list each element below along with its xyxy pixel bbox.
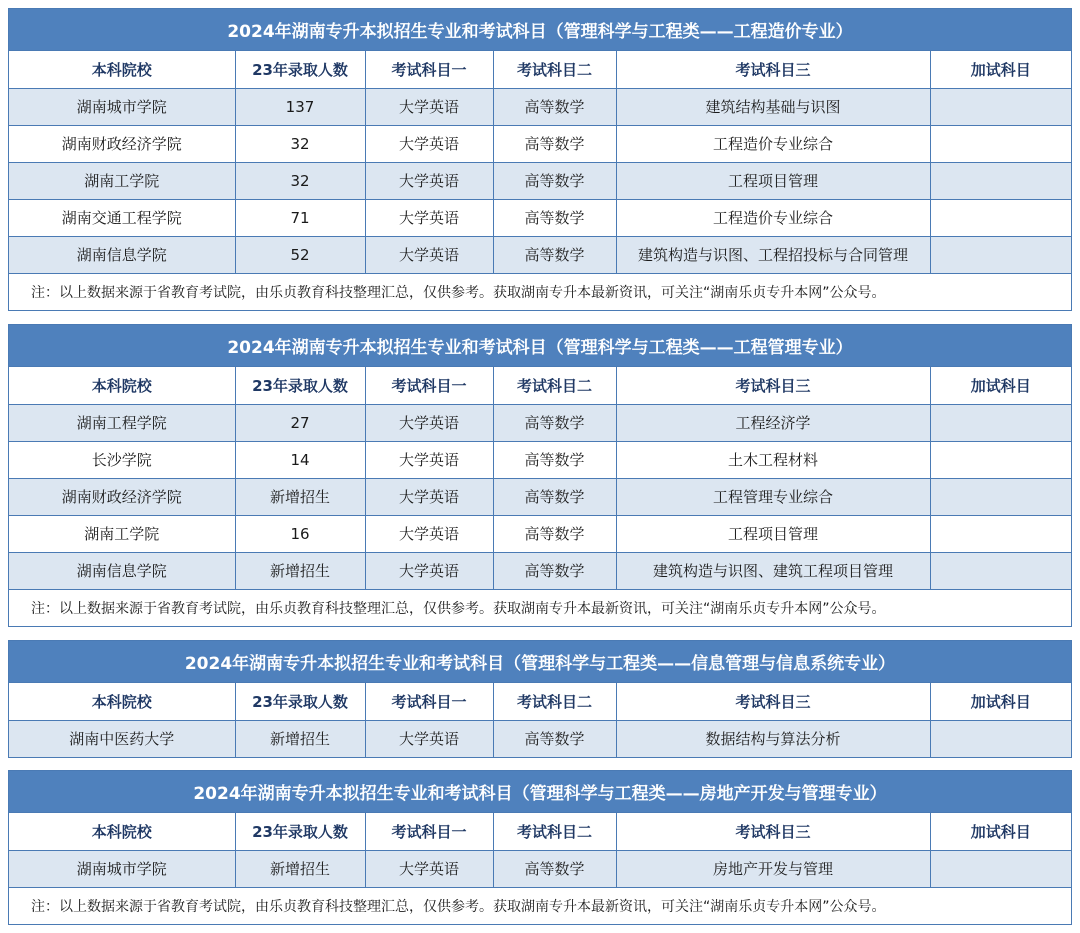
column-header: 加试科目 [930, 683, 1071, 720]
table-cell: 大学英语 [365, 720, 493, 757]
table-cell: 大学英语 [365, 515, 493, 552]
column-header: 23年录取人数 [235, 683, 365, 720]
table-cell: 大学英语 [365, 236, 493, 273]
table-cell: 湖南城市学院 [9, 88, 235, 125]
table-cell: 工程造价专业综合 [616, 125, 930, 162]
table-row [9, 441, 1071, 478]
table-cell: 高等数学 [493, 162, 616, 199]
exam-table [9, 813, 1071, 924]
table-cell: 高等数学 [493, 478, 616, 515]
column-header: 加试科目 [930, 367, 1071, 404]
table-cell: 新增招生 [235, 552, 365, 589]
table-cell: 湖南城市学院 [9, 850, 235, 887]
note-row [9, 273, 1071, 310]
column-header: 本科院校 [9, 367, 235, 404]
section-title: 2024年湖南专升本拟招生专业和考试科目（管理科学与工程类——工程管理专业） [9, 325, 1071, 367]
table-cell [930, 88, 1071, 125]
table-cell: 高等数学 [493, 199, 616, 236]
section-title: 2024年湖南专升本拟招生专业和考试科目（管理科学与工程类——房地产开发与管理专业） [9, 771, 1071, 813]
table-cell: 湖南财政经济学院 [9, 125, 235, 162]
table-cell: 高等数学 [493, 720, 616, 757]
table-cell: 湖南信息学院 [9, 552, 235, 589]
table-cell [930, 404, 1071, 441]
column-header: 本科院校 [9, 683, 235, 720]
table-cell: 32 [235, 162, 365, 199]
table-cell: 工程经济学 [616, 404, 930, 441]
column-header: 考试科目二 [493, 367, 616, 404]
column-header: 考试科目三 [616, 367, 930, 404]
table-row [9, 850, 1071, 887]
table-cell: 大学英语 [365, 88, 493, 125]
table-cell: 高等数学 [493, 441, 616, 478]
column-header: 考试科目三 [616, 683, 930, 720]
table-cell: 16 [235, 515, 365, 552]
section-title: 2024年湖南专升本拟招生专业和考试科目（管理科学与工程类——信息管理与信息系统专业） [9, 641, 1071, 683]
column-header: 考试科目一 [365, 367, 493, 404]
table-cell: 建筑结构基础与识图 [616, 88, 930, 125]
table-cell [930, 199, 1071, 236]
table-cell: 工程项目管理 [616, 162, 930, 199]
exam-table [9, 367, 1071, 626]
table-cell [930, 162, 1071, 199]
table-cell: 大学英语 [365, 125, 493, 162]
table-cell: 高等数学 [493, 88, 616, 125]
column-header: 23年录取人数 [235, 367, 365, 404]
table-cell [930, 720, 1071, 757]
table-cell: 高等数学 [493, 515, 616, 552]
table-cell [930, 125, 1071, 162]
table-row [9, 236, 1071, 273]
exam-table [9, 683, 1071, 757]
table-cell: 大学英语 [365, 441, 493, 478]
exam-table [9, 51, 1071, 310]
table-cell: 137 [235, 88, 365, 125]
table-cell: 大学英语 [365, 478, 493, 515]
header-row [9, 51, 1071, 88]
table-cell: 71 [235, 199, 365, 236]
table-cell: 湖南工学院 [9, 515, 235, 552]
table-row [9, 404, 1071, 441]
table-cell: 52 [235, 236, 365, 273]
table-row [9, 88, 1071, 125]
source-note: 注：以上数据来源于省教育考试院，由乐贞教育科技整理汇总，仅供参考。获取湖南专升本最新资讯，可关注“湖南乐贞专升本网”公众号。 [9, 273, 1071, 310]
table-row [9, 199, 1071, 236]
table-cell: 工程管理专业综合 [616, 478, 930, 515]
table-cell: 数据结构与算法分析 [616, 720, 930, 757]
table-cell: 长沙学院 [9, 441, 235, 478]
column-header: 23年录取人数 [235, 813, 365, 850]
column-header: 考试科目三 [616, 813, 930, 850]
column-header: 考试科目一 [365, 51, 493, 88]
table-row [9, 162, 1071, 199]
column-header: 考试科目一 [365, 813, 493, 850]
section-block [8, 8, 1072, 311]
table-row [9, 720, 1071, 757]
table-cell: 27 [235, 404, 365, 441]
table-row [9, 552, 1071, 589]
column-header: 考试科目一 [365, 683, 493, 720]
source-note: 注：以上数据来源于省教育考试院，由乐贞教育科技整理汇总，仅供参考。获取湖南专升本最新资讯，可关注“湖南乐贞专升本网”公众号。 [9, 887, 1071, 924]
section-title: 2024年湖南专升本拟招生专业和考试科目（管理科学与工程类——工程造价专业） [9, 9, 1071, 51]
note-row [9, 887, 1071, 924]
table-cell: 湖南财政经济学院 [9, 478, 235, 515]
column-header: 本科院校 [9, 51, 235, 88]
section-block [8, 770, 1072, 925]
table-cell: 土木工程材料 [616, 441, 930, 478]
column-header: 本科院校 [9, 813, 235, 850]
column-header: 考试科目三 [616, 51, 930, 88]
table-cell: 大学英语 [365, 162, 493, 199]
table-cell: 大学英语 [365, 404, 493, 441]
table-cell: 建筑构造与识图、建筑工程项目管理 [616, 552, 930, 589]
table-cell: 新增招生 [235, 850, 365, 887]
table-cell: 湖南工程学院 [9, 404, 235, 441]
table-cell [930, 515, 1071, 552]
table-row [9, 478, 1071, 515]
table-cell: 工程项目管理 [616, 515, 930, 552]
table-cell [930, 236, 1071, 273]
note-row [9, 589, 1071, 626]
table-cell: 湖南中医药大学 [9, 720, 235, 757]
table-cell: 高等数学 [493, 236, 616, 273]
column-header: 考试科目二 [493, 51, 616, 88]
header-row [9, 813, 1071, 850]
source-note: 注：以上数据来源于省教育考试院，由乐贞教育科技整理汇总，仅供参考。获取湖南专升本最新资讯，可关注“湖南乐贞专升本网”公众号。 [9, 589, 1071, 626]
column-header: 考试科目二 [493, 683, 616, 720]
column-header: 考试科目二 [493, 813, 616, 850]
table-cell [930, 850, 1071, 887]
table-cell: 大学英语 [365, 552, 493, 589]
table-cell: 高等数学 [493, 404, 616, 441]
table-row [9, 125, 1071, 162]
table-cell: 湖南信息学院 [9, 236, 235, 273]
table-cell: 湖南工学院 [9, 162, 235, 199]
table-cell: 房地产开发与管理 [616, 850, 930, 887]
header-row [9, 367, 1071, 404]
table-cell: 高等数学 [493, 125, 616, 162]
table-cell: 湖南交通工程学院 [9, 199, 235, 236]
table-cell: 高等数学 [493, 850, 616, 887]
table-cell: 高等数学 [493, 552, 616, 589]
table-cell: 32 [235, 125, 365, 162]
column-header: 23年录取人数 [235, 51, 365, 88]
table-cell: 14 [235, 441, 365, 478]
table-cell: 大学英语 [365, 850, 493, 887]
table-cell: 大学英语 [365, 199, 493, 236]
column-header: 加试科目 [930, 51, 1071, 88]
table-cell [930, 552, 1071, 589]
section-block [8, 640, 1072, 758]
section-block [8, 324, 1072, 627]
table-cell: 新增招生 [235, 720, 365, 757]
header-row [9, 683, 1071, 720]
table-row [9, 515, 1071, 552]
table-cell: 建筑构造与识图、工程招投标与合同管理 [616, 236, 930, 273]
column-header: 加试科目 [930, 813, 1071, 850]
table-cell [930, 441, 1071, 478]
table-cell: 工程造价专业综合 [616, 199, 930, 236]
table-cell: 新增招生 [235, 478, 365, 515]
table-cell [930, 478, 1071, 515]
